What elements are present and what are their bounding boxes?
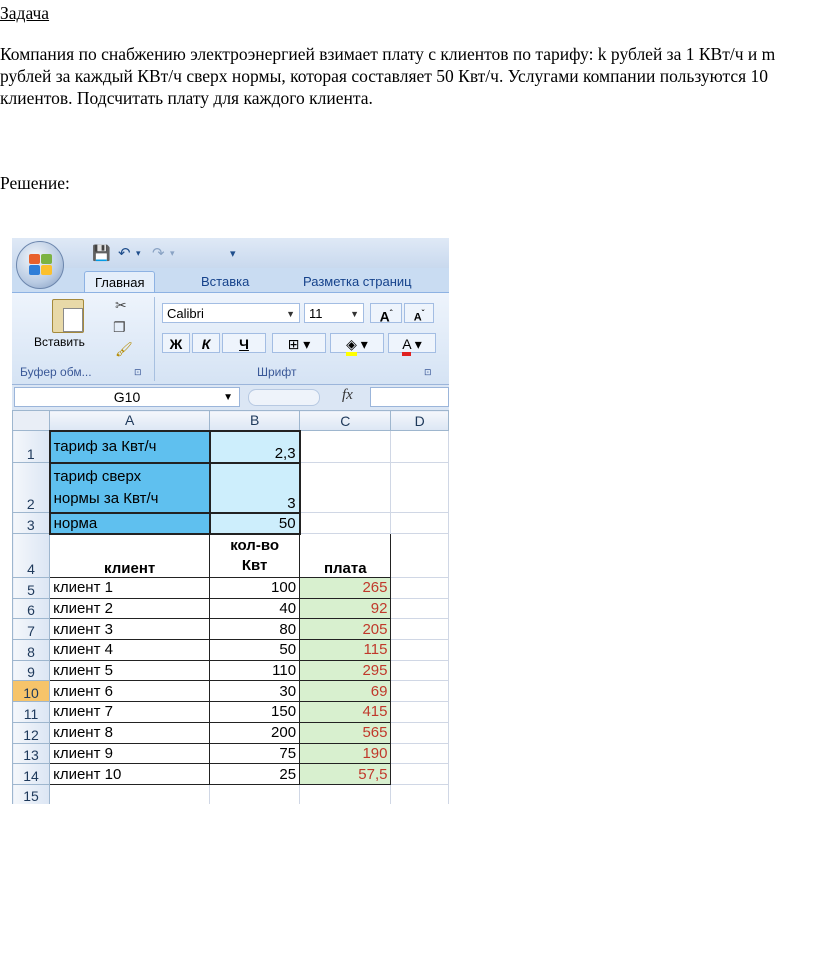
client-row xyxy=(13,743,449,764)
ribbon-home xyxy=(12,292,449,385)
borders-button[interactable] xyxy=(272,333,326,353)
client-row xyxy=(13,619,449,640)
client-kwt-cell[interactable]: 30 xyxy=(210,681,300,702)
chevron-down-icon: ▼ xyxy=(286,309,295,319)
fill-color-icon: ◈ xyxy=(346,336,357,356)
formula-bar-splitter[interactable] xyxy=(248,389,320,406)
font-color-icon: A xyxy=(402,336,411,356)
row-header[interactable]: 10 xyxy=(13,681,50,702)
client-name-cell[interactable]: клиент 9 xyxy=(50,743,210,764)
fill-color-button[interactable]: ◈ ▾ xyxy=(330,333,384,353)
cell-d2[interactable] xyxy=(391,463,449,513)
row-header[interactable]: 6 xyxy=(13,598,50,619)
cell-d3[interactable] xyxy=(391,513,449,534)
row-header[interactable]: 12 xyxy=(13,722,50,743)
undo-dropdown-icon[interactable]: ▾ xyxy=(136,248,141,258)
cell-b4[interactable] xyxy=(210,534,300,578)
client-kwt-cell[interactable]: 150 xyxy=(210,702,300,723)
client-row xyxy=(13,578,449,599)
cell-a2-line-1: тариф сверх xyxy=(53,467,142,485)
empty-cell[interactable] xyxy=(391,722,449,743)
cell-a4[interactable]: клиент xyxy=(50,534,210,578)
client-row xyxy=(13,660,449,681)
client-kwt-cell[interactable]: 25 xyxy=(210,764,300,785)
font-launcher-icon[interactable]: ⊡ xyxy=(424,367,432,377)
copy-icon[interactable]: ❐ xyxy=(113,319,126,335)
row-header[interactable]: 2 xyxy=(13,463,50,513)
clipboard-group-label: Буфер обм... xyxy=(20,365,92,379)
task-text-line-2: рублей за каждый КВт/ч сверх нормы, которая составляет 50 Квт/ч. Услугами компании пользуются 10 xyxy=(0,66,769,86)
client-pay-cell[interactable]: 57,5 xyxy=(300,764,391,785)
empty-cell[interactable] xyxy=(391,681,449,702)
paste-button-label[interactable]: Вставить xyxy=(34,335,85,349)
client-name-cell[interactable]: клиент 4 xyxy=(50,640,210,661)
client-row xyxy=(13,598,449,619)
client-name-cell[interactable]: клиент 2 xyxy=(50,598,210,619)
empty-cell[interactable] xyxy=(391,619,449,640)
customize-toolbar-icon[interactable]: ▾ xyxy=(230,248,236,260)
shrink-font-icon: A xyxy=(413,311,422,324)
clipboard-launcher-icon[interactable]: ⊡ xyxy=(134,367,142,377)
row-header[interactable]: 5 xyxy=(13,578,50,599)
cell-d4[interactable] xyxy=(391,534,449,578)
grow-font-icon: A xyxy=(379,308,390,325)
client-pay-cell[interactable]: 115 xyxy=(300,640,391,661)
client-row xyxy=(13,640,449,661)
client-kwt-cell[interactable]: 100 xyxy=(210,578,300,599)
client-row xyxy=(13,764,449,785)
row-header[interactable]: 8 xyxy=(13,640,50,661)
font-name-combo[interactable] xyxy=(162,303,300,323)
row-header[interactable]: 3 xyxy=(13,513,50,534)
font-group-label: Шрифт xyxy=(257,365,297,379)
redo-icon[interactable]: ↷ xyxy=(152,245,165,262)
row-header[interactable]: 7 xyxy=(13,619,50,640)
quick-access-toolbar xyxy=(12,238,449,268)
task-text-line-3: клиентов. Подсчитать плату для каждого клиента. xyxy=(0,88,373,108)
empty-cell[interactable] xyxy=(391,702,449,723)
redo-dropdown-icon[interactable]: ▾ xyxy=(170,248,175,258)
select-all-corner[interactable] xyxy=(13,411,50,431)
borders-icon: ⊞ ▾ xyxy=(287,336,311,352)
client-name-cell[interactable]: клиент 5 xyxy=(50,660,210,681)
column-header-c[interactable]: C xyxy=(300,411,391,431)
shrink-font-button[interactable]: $A^ˇ$ xyxy=(404,303,434,323)
chevron-down-icon: ▼ xyxy=(350,309,359,319)
cell-c4[interactable]: плата xyxy=(300,534,391,578)
client-rows xyxy=(13,578,449,785)
client-kwt-cell[interactable]: 50 xyxy=(210,640,300,661)
client-name-cell[interactable]: клиент 1 xyxy=(50,578,210,599)
solution-label: Решение: xyxy=(0,173,70,193)
task-heading: Задача xyxy=(0,3,50,23)
client-name-cell[interactable]: клиент 3 xyxy=(50,619,210,640)
client-kwt-cell[interactable]: 80 xyxy=(210,619,300,640)
client-kwt-cell[interactable]: 110 xyxy=(210,660,300,681)
client-name-cell[interactable]: клиент 8 xyxy=(50,722,210,743)
row-header[interactable]: 14 xyxy=(13,764,50,785)
cell-b3[interactable]: 50 xyxy=(210,513,300,534)
row-header[interactable]: 1 xyxy=(13,431,50,463)
client-name-cell[interactable]: клиент 10 xyxy=(50,764,210,785)
empty-cell[interactable] xyxy=(391,598,449,619)
formula-input[interactable] xyxy=(370,387,449,407)
client-pay-cell[interactable]: 565 xyxy=(300,722,391,743)
cell-b15[interactable] xyxy=(210,784,300,804)
paste-icon[interactable] xyxy=(52,299,84,333)
cell-c15[interactable] xyxy=(300,784,391,804)
client-pay-cell[interactable]: 205 xyxy=(300,619,391,640)
font-size-value: 11 xyxy=(309,306,323,321)
name-box[interactable] xyxy=(14,387,240,407)
column-header-a[interactable]: A xyxy=(50,411,210,431)
client-kwt-cell[interactable]: 40 xyxy=(210,598,300,619)
client-name-cell[interactable]: клиент 6 xyxy=(50,681,210,702)
client-name-cell[interactable]: клиент 7 xyxy=(50,702,210,723)
name-box-value: G10 xyxy=(113,389,141,405)
empty-cell[interactable] xyxy=(391,578,449,599)
font-size-combo[interactable] xyxy=(304,303,364,323)
row-header[interactable]: 9 xyxy=(13,660,50,681)
empty-cell[interactable] xyxy=(391,640,449,661)
cell-c1[interactable] xyxy=(300,431,391,463)
formula-bar xyxy=(12,384,449,411)
cell-d1[interactable] xyxy=(391,431,449,463)
row-header[interactable]: 11 xyxy=(13,702,50,723)
task-text-line-1: Компания по снабжению электроэнергией взимает плату с клиентов по тарифу: k рублей за 1 КВт/ч и m xyxy=(0,44,776,64)
empty-cell[interactable] xyxy=(391,743,449,764)
cell-a1[interactable]: тариф за Квт/ч xyxy=(50,431,210,463)
cell-b1[interactable]: 2,3 xyxy=(210,431,300,463)
cell-a2[interactable] xyxy=(50,463,210,513)
cell-d15[interactable] xyxy=(391,784,449,804)
tab-page-layout[interactable]: Разметка страниц xyxy=(303,274,412,289)
font-name-value: Calibri xyxy=(167,306,204,321)
cell-c3[interactable] xyxy=(300,513,391,534)
client-pay-cell[interactable]: 265 xyxy=(300,578,391,599)
excel-screenshot xyxy=(12,238,449,804)
cell-b2[interactable]: 3 xyxy=(210,463,300,513)
client-pay-cell[interactable]: 92 xyxy=(300,598,391,619)
save-icon[interactable]: 💾 xyxy=(92,245,111,262)
row-header[interactable]: 4 xyxy=(13,534,50,578)
cut-icon[interactable]: ✂ xyxy=(115,297,127,313)
client-row xyxy=(13,702,449,723)
cell-b4-line-1: кол-во xyxy=(230,536,280,554)
client-kwt-cell[interactable]: 200 xyxy=(210,722,300,743)
chevron-down-icon: ▼ xyxy=(223,392,233,403)
office-button[interactable] xyxy=(16,241,64,289)
font-color-button[interactable]: A ▾ xyxy=(388,333,436,353)
column-header-b[interactable]: B xyxy=(210,411,300,431)
cell-c2[interactable] xyxy=(300,463,391,513)
group-separator xyxy=(154,297,155,381)
client-pay-cell[interactable]: 295 xyxy=(300,660,391,681)
tab-home[interactable]: Главная xyxy=(84,271,155,293)
client-kwt-cell[interactable]: 75 xyxy=(210,743,300,764)
client-row xyxy=(13,722,449,743)
insert-function-icon[interactable]: fx xyxy=(342,387,353,403)
spreadsheet-grid xyxy=(12,410,449,804)
tab-insert[interactable]: Вставка xyxy=(201,274,250,289)
column-header-d[interactable]: D xyxy=(391,411,449,431)
cell-a2-line-2: нормы за Квт/ч xyxy=(53,489,159,507)
cell-a15[interactable] xyxy=(50,784,210,804)
office-logo-icon xyxy=(29,254,53,276)
empty-cell[interactable] xyxy=(391,660,449,681)
row-header[interactable]: 15 xyxy=(13,784,50,804)
bold-button[interactable]: Ж xyxy=(162,333,190,353)
client-pay-cell[interactable]: 190 xyxy=(300,743,391,764)
row-header[interactable]: 13 xyxy=(13,743,50,764)
client-pay-cell[interactable]: 69 xyxy=(300,681,391,702)
client-row xyxy=(13,681,449,702)
ribbon-tabs xyxy=(12,268,449,292)
client-pay-cell[interactable]: 415 xyxy=(300,702,391,723)
grow-font-button[interactable]: $A^ˆ$ xyxy=(370,303,402,323)
cell-b4-line-2: Квт xyxy=(241,556,268,574)
undo-icon[interactable]: ↶ xyxy=(118,245,131,262)
italic-button[interactable]: К xyxy=(192,333,220,353)
format-painter-icon[interactable]: 🖌 xyxy=(115,341,133,357)
empty-cell[interactable] xyxy=(391,764,449,785)
underline-button[interactable]: Ч xyxy=(222,333,266,353)
cell-a3[interactable]: норма xyxy=(50,513,210,534)
